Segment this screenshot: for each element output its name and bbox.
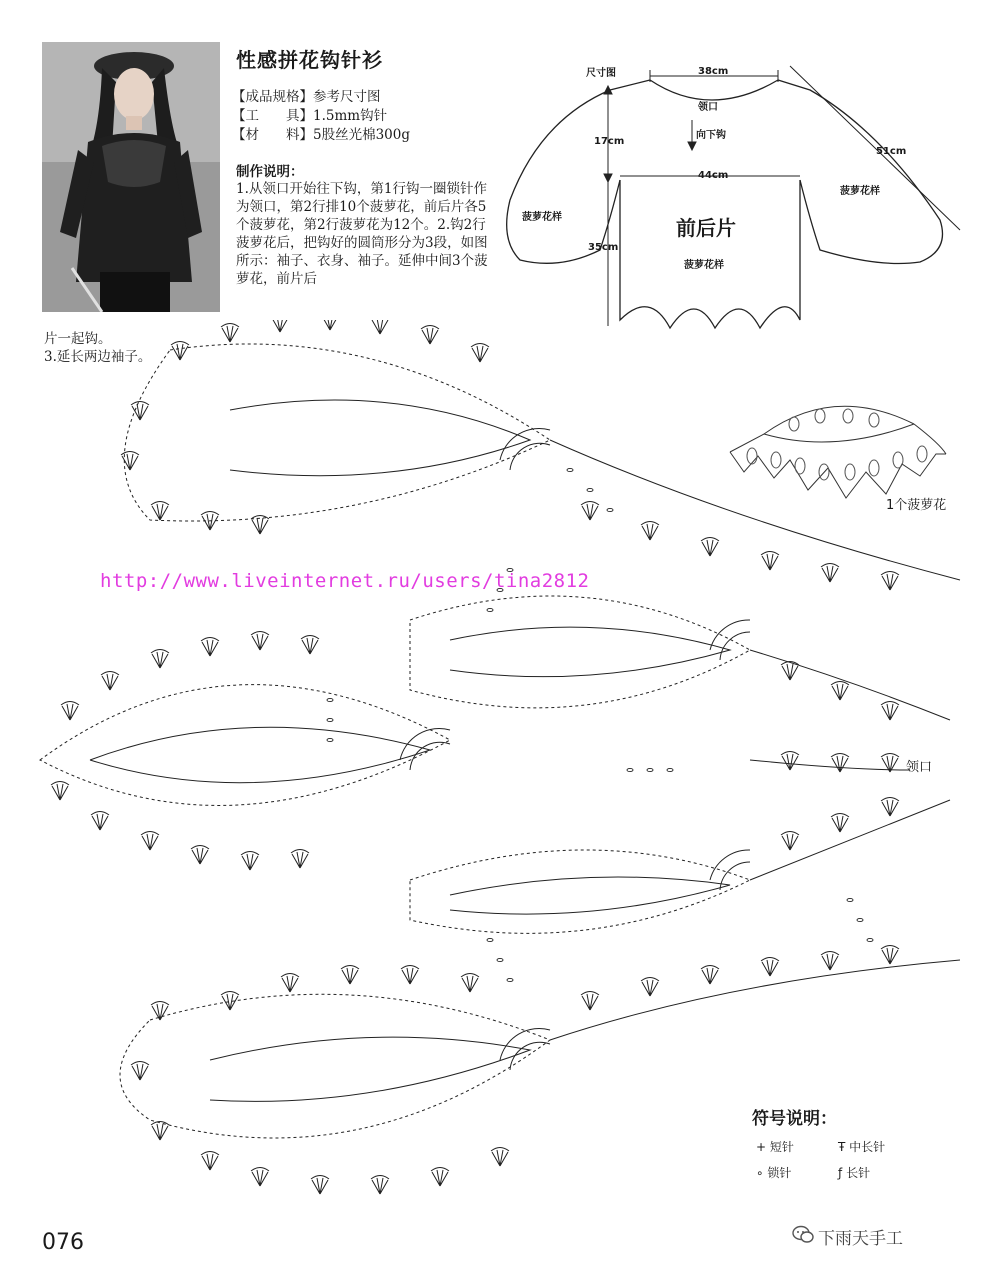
source-url[interactable]: http://www.liveinternet.ru/users/tina2812 bbox=[100, 570, 590, 592]
wechat-icon bbox=[792, 1225, 814, 1245]
legend-label: 锁针 bbox=[767, 1166, 792, 1180]
spec-size: 【成品规格】参考尺寸图 bbox=[232, 89, 381, 105]
page-number: 076 bbox=[42, 1230, 84, 1255]
double-crochet-symbol: ƒ bbox=[838, 1166, 843, 1180]
pineapple-note: 1个菠萝花 bbox=[886, 498, 947, 513]
sleeve-length-label: 51cm bbox=[876, 146, 907, 157]
neck-width-label: 38cm bbox=[698, 66, 729, 77]
legend-item bbox=[756, 1138, 794, 1155]
body-length-label: 35cm bbox=[588, 242, 619, 253]
neck-label: 领口 bbox=[698, 102, 718, 113]
body-pattern-label: 菠萝花样 bbox=[684, 260, 724, 271]
legend-title: 符号说明： bbox=[752, 1109, 837, 1129]
instructions-line: 3.延长两边袖子。 bbox=[44, 349, 152, 365]
chain-stitch-symbol: ∘ bbox=[756, 1166, 764, 1180]
size-chart-heading: 尺寸图 bbox=[586, 68, 616, 79]
pattern-title: 性感拼花钩针衫 bbox=[236, 48, 383, 72]
model-photo bbox=[42, 42, 220, 312]
legend-label: 长针 bbox=[846, 1166, 871, 1180]
sleeve-pattern-left: 菠萝花样 bbox=[522, 212, 562, 223]
instructions-line: 片一起钩。 bbox=[44, 331, 112, 347]
body-width-label: 44cm bbox=[698, 170, 729, 181]
spec-tool: 【工 具】1.5mm钩针 bbox=[232, 108, 388, 124]
neck-diagram-label: 领口 bbox=[906, 760, 933, 775]
legend-item bbox=[756, 1164, 791, 1181]
single-crochet-symbol: + bbox=[756, 1140, 767, 1154]
legend-item bbox=[838, 1164, 870, 1181]
sleeve-pattern-right: 菠萝花样 bbox=[840, 186, 880, 197]
watermark: 下雨天手工 bbox=[818, 1229, 903, 1249]
yoke-depth-label: 17cm bbox=[594, 136, 625, 147]
legend-item bbox=[838, 1138, 885, 1155]
crochet-chart-drawing bbox=[30, 320, 970, 1220]
direction-label: 向下钩 bbox=[696, 130, 726, 141]
half-double-crochet-symbol: Ŧ bbox=[838, 1140, 846, 1154]
specs-list bbox=[232, 88, 410, 145]
size-chart bbox=[500, 50, 980, 340]
crochet-chart bbox=[30, 320, 970, 1220]
instructions-text: 1.从领口开始往下钩，第1行钩一圈锁针作为领口，第2行排10个菠萝花，前后片各5个菠萝花，第2行菠萝花为12个。2.钩2行菠萝花后，把钩好的圆筒形分为3段，如图所示：袖子、衣身、袖子。延伸中间3个菠萝花，前片后 bbox=[236, 181, 488, 287]
instructions-heading: 制作说明： bbox=[236, 164, 304, 180]
legend-label: 短针 bbox=[769, 1140, 794, 1154]
size-chart-drawing bbox=[500, 50, 980, 340]
spec-material: 【材 料】5股丝光棉300g bbox=[232, 127, 410, 143]
legend-label: 中长针 bbox=[849, 1140, 886, 1154]
piece-name: 前后片 bbox=[676, 216, 736, 240]
